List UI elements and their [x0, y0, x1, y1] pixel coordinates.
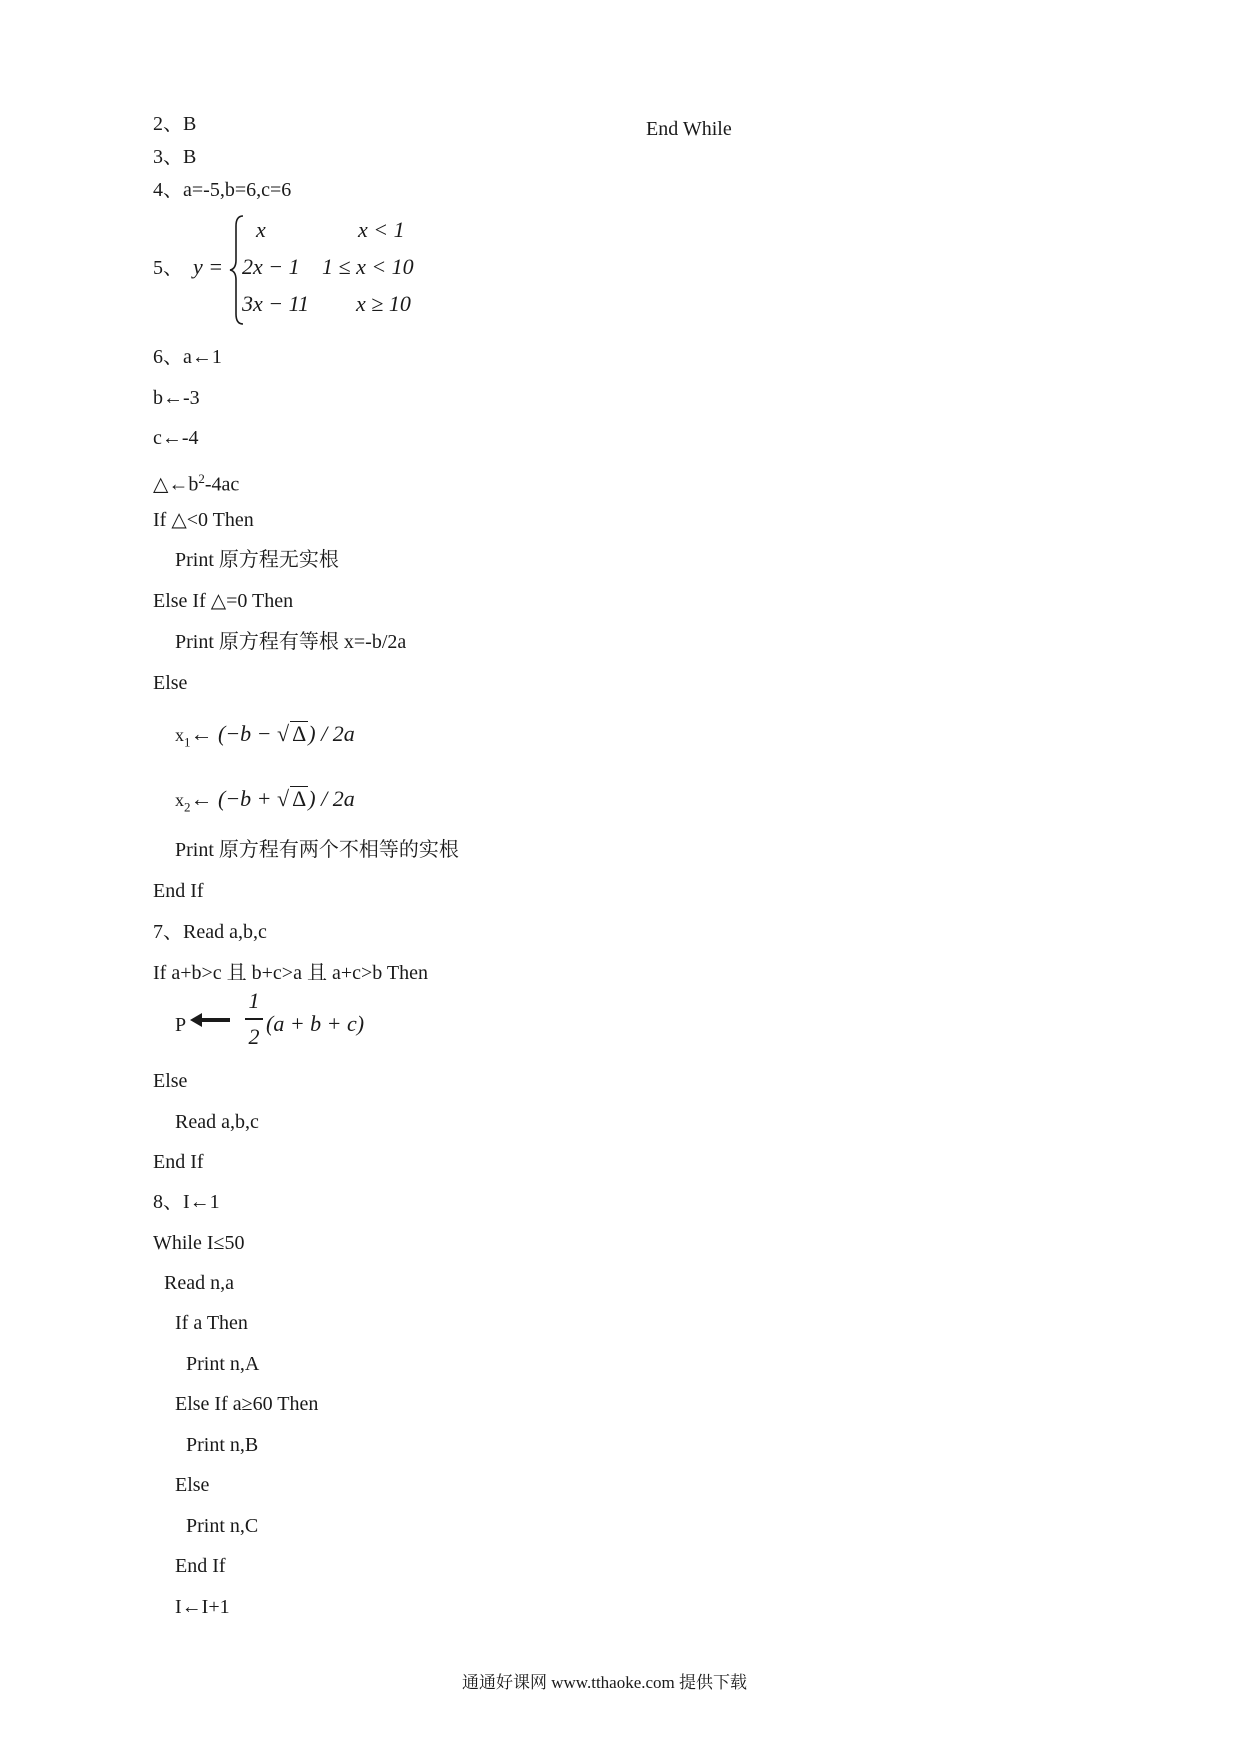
q7-line-6: End If: [153, 1151, 204, 1173]
x2-expr-b: ) / 2a: [308, 786, 355, 811]
q6-line-1: 6、a←1: [153, 346, 222, 368]
x2-sqrt: √ Δ: [277, 786, 307, 811]
x1-label: x: [175, 725, 184, 745]
q8-line-3: Read n,a: [164, 1272, 234, 1294]
q6-line-13: End If: [153, 880, 204, 902]
q8-line-8: Else: [175, 1474, 210, 1496]
x2-radicand: Δ: [292, 786, 307, 811]
q7-line-1: 7、Read a,b,c: [153, 921, 267, 943]
x1-radicand: Δ: [292, 721, 307, 746]
assign-arrow-icon: [190, 1012, 234, 1028]
q6-line-7: Else If △=0 Then: [153, 590, 294, 612]
x1-sqrt: √ Δ: [277, 721, 307, 746]
case-2-expr: 2x − 1: [242, 254, 300, 279]
answer-3: 3、B: [153, 146, 197, 168]
x2-expr-a: ← (−b +: [190, 786, 278, 811]
q7-p-label: P: [175, 1014, 187, 1036]
x1-expr-b: ) / 2a: [308, 721, 355, 746]
q6-line-6: Print 原方程无实根: [175, 549, 339, 571]
q8-line-6: Else If a≥60 Then: [175, 1393, 319, 1415]
q6-line-2: b←-3: [153, 387, 200, 409]
x1-expr-a: ← (−b −: [190, 721, 278, 746]
q6-line-5: If △<0 Then: [153, 509, 254, 531]
q6-x2-formula: [175, 786, 355, 819]
q7-line-4: Else: [153, 1070, 188, 1092]
q7-line-2: If a+b>c 且 b+c>a 且 a+c>b Then: [153, 962, 428, 984]
x2-sub: 2: [184, 799, 191, 815]
q8-line-5: Print n,A: [186, 1353, 260, 1375]
q7-line-5: Read a,b,c: [175, 1111, 259, 1133]
q6-x1-formula: [175, 721, 355, 754]
q6-line-9: Else: [153, 672, 188, 694]
q6-line-4-pre: △←b: [153, 473, 199, 496]
q8-line-11: I←I+1: [175, 1596, 230, 1618]
piecewise-lhs: y =: [193, 254, 224, 279]
q8-line-1: 8、I←1: [153, 1191, 220, 1213]
q8-line-2: While I≤50: [153, 1232, 245, 1254]
case-3-expr: 3x − 11: [242, 291, 309, 316]
x1-sub: 1: [184, 734, 191, 750]
q6-line-4: [153, 467, 239, 497]
end-while-line: End While: [646, 118, 732, 140]
page-footer: 通通好课网 www.tthaoke.com 提供下载: [462, 1673, 748, 1692]
answer-2: 2、B: [153, 113, 197, 135]
x2-label: x: [175, 790, 184, 810]
q6-line-4-post: -4ac: [204, 473, 240, 496]
q8-line-10: End If: [175, 1555, 226, 1577]
q8-line-4: If a Then: [175, 1312, 248, 1334]
q6-line-3: c←-4: [153, 427, 199, 449]
q8-line-9: Print n,C: [186, 1515, 259, 1537]
fraction-bar: [245, 1018, 263, 1020]
fraction-denominator: 2: [248, 1024, 260, 1049]
case-1-expr: x: [256, 217, 266, 242]
q8-line-7: Print n,B: [186, 1434, 259, 1456]
case-2-cond: 1 ≤ x < 10: [322, 254, 414, 279]
q7-sum-expr: (a + b + c): [266, 1011, 365, 1036]
q6-line-8: Print 原方程有等根 x=-b/2a: [175, 631, 407, 653]
fraction-numerator: 1: [248, 988, 260, 1013]
case-3-cond: x ≥ 10: [356, 291, 411, 316]
answer-4: 4、a=-5,b=6,c=6: [153, 179, 292, 201]
q6-line-12: Print 原方程有两个不相等的实根: [175, 839, 459, 861]
answer-5-label: 5、: [153, 257, 183, 279]
case-1-cond: x < 1: [358, 217, 405, 242]
q6-line-4-sup: 2: [198, 471, 205, 486]
